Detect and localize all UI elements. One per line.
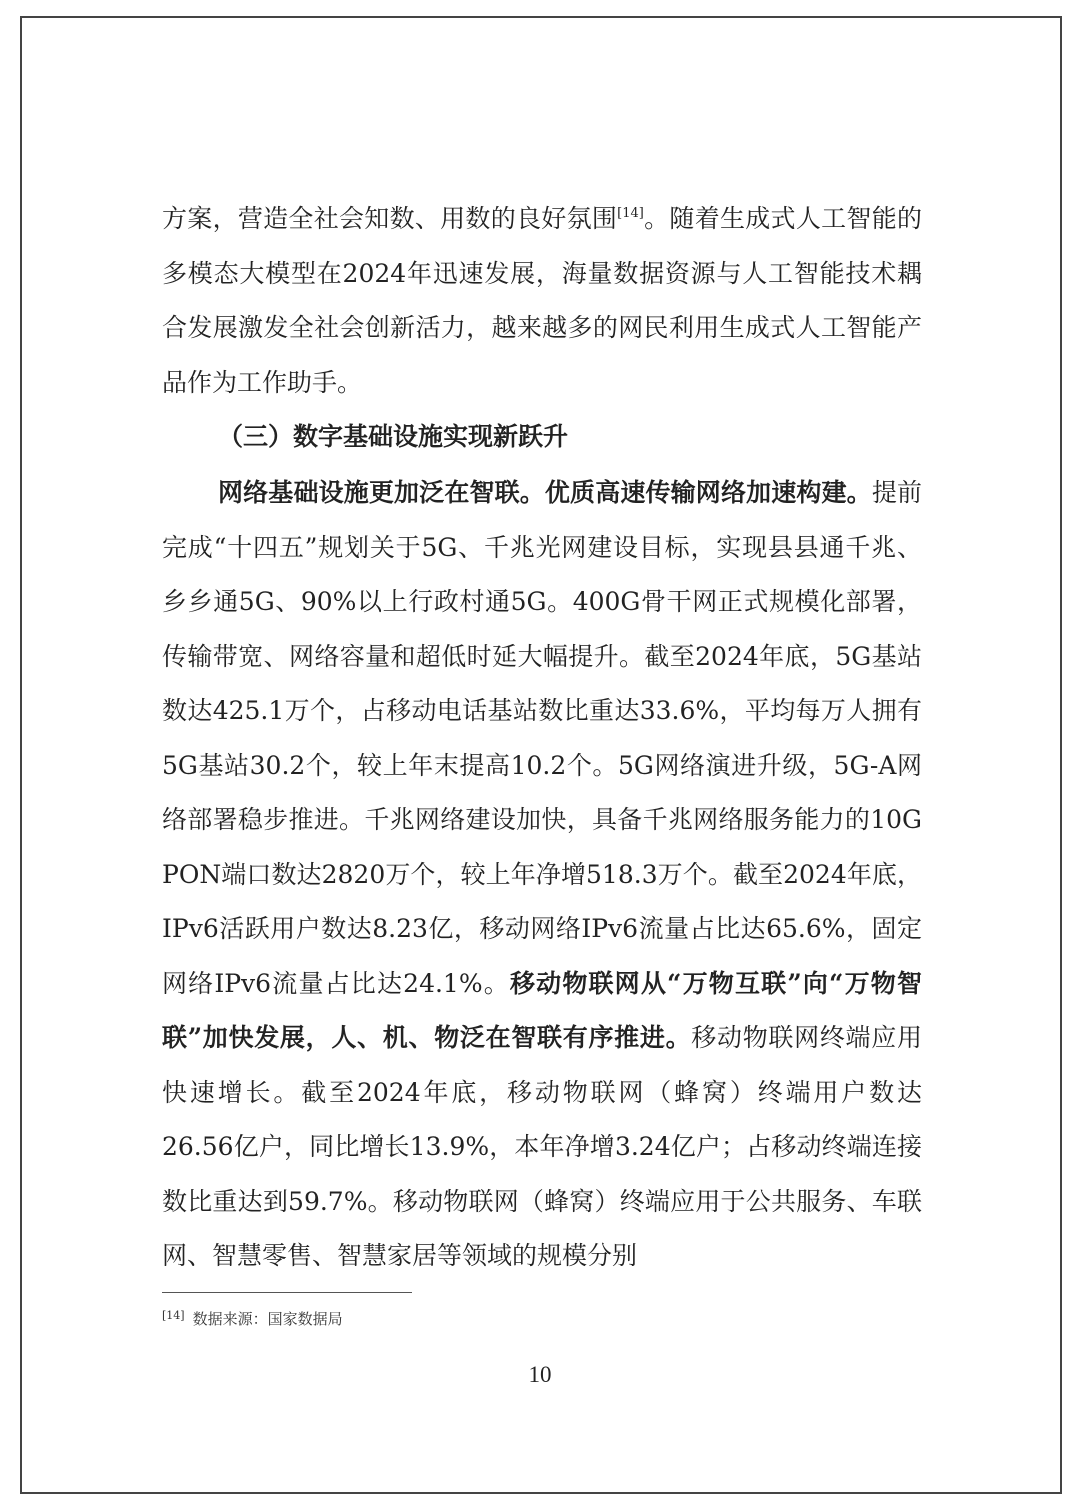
continuation-text-after-ref: 。随着生成式人工智能的多模态大模型在2024年迅速发展，海量数据资源与人工智能技术耦合发展激发全社会创新活力，越来越多的网民利用生成式人工智能产品作为工作助手。 — [162, 204, 922, 397]
continuation-text-before-ref: 方案，营造全社会知数、用数的良好氛围 — [162, 204, 618, 233]
section-heading: （三）数字基础设施实现新跃升 — [218, 422, 569, 451]
footnote — [162, 1308, 343, 1330]
body-text-1: 提前完成“十四五”规划关于5G、千兆光网建设目标，实现县县通千兆、乡乡通5G、90%以上行政村通5G。400G骨干网正式规模化部署，传输带宽、网络容量和超低时延大幅提升。截至2024年底，5G基站数达425.1万个，占移动电话基站数比重达33.6%，平均每万人拥有5G基站30.2个，较上年末提高10.2个。5G网络演进升级，5G-A网络部署稳步推进。千兆网络建设加快，具备千兆网络服务能力的10G PON端口数达2820万个，较上年净增518.3万个。截至2024年底，IPv6活跃用户数达8.23亿，移动网络IPv6流量占比达65.6%，固定网络IPv6流量占比达24.1%。 — [162, 478, 922, 998]
lead-bold-sentence: 网络基础设施更加泛在智联。优质高速传输网络加速构建。 — [218, 478, 872, 507]
continuation-paragraph — [162, 192, 922, 410]
body-text-2: 移动物联网终端应用快速增长。截至2024年底，移动物联网（蜂窝）终端用户数达26.56亿户，同比增长13.9%，本年净增3.24亿户；占移动终端连接数比重达到59.7%。移动物联网（蜂窝）终端应用于公共服务、车联网、智慧零售、智慧家居等领域的规模分别 — [162, 1023, 922, 1270]
footnote-text: 数据来源：国家数据局 — [192, 1310, 343, 1328]
footnote-marker: [14] — [162, 1309, 185, 1322]
mid-bold-sentence: 移动物联网从“万物互联”向“万物智联”加快发展，人、机、物泛在智联有序推进。 — [162, 968, 922, 1052]
page-number: 10 — [528, 1362, 552, 1387]
body-paragraph — [162, 466, 922, 1284]
footnote-reference: [14] — [617, 206, 644, 221]
footnote-divider — [162, 1292, 412, 1293]
